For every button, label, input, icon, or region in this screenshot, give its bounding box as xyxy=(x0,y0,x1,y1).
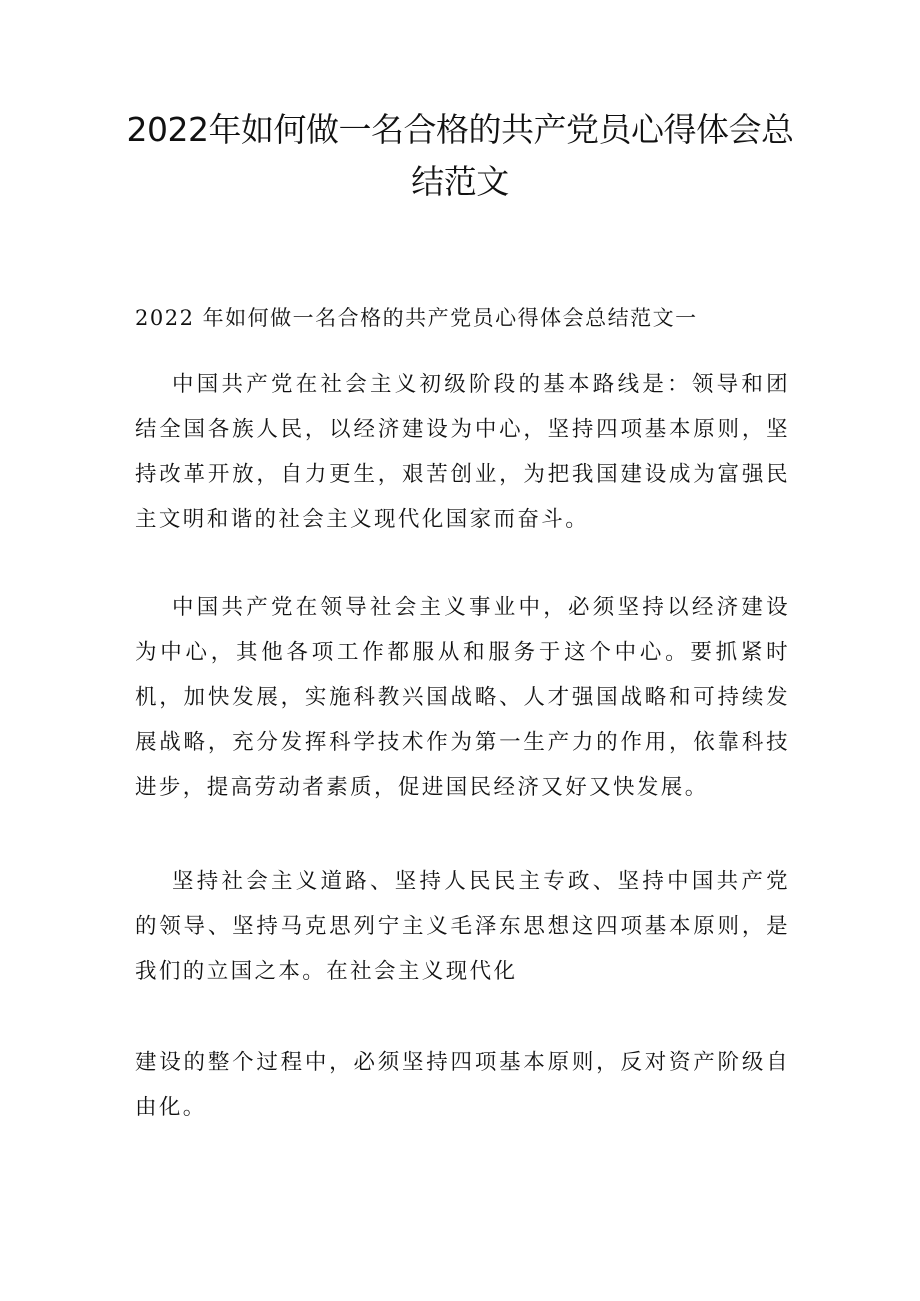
paragraph-continuation: 建设的整个过程中，必须坚持四项基本原则，反对资产阶级自由化。 xyxy=(135,1050,790,1120)
paragraph-basic-line: 中国共产党在社会主义初级阶段的基本路线是：领导和团结全国各族人民，以经济建设为中心，坚持四项基本原则，坚持改革开放，自力更生，艰苦创业，为把我国建设成为富强民主文明和谐的社会主义现代化国家而奋斗。 xyxy=(135,372,790,532)
paragraph-economic-center: 中国共产党在领导社会主义事业中，必须坚持以经济建设为中心，其他各项工作都服从和服务于这个中心。要抓紧时机，加快发展，实施科教兴国战略、人才强国战略和可持续发展战略，充分发挥科学技术作为第一生产力的作用，依靠科技进步，提高劳动者素质，促进国民经济又好又快发展。 xyxy=(135,595,790,800)
section-heading: 2022 年如何做一名合格的共产党员心得体会总结范文一 xyxy=(135,306,698,330)
document-title: 2022年如何做一名合格的共产党员心得体会总结范文 xyxy=(126,110,794,201)
paragraph-four-principles: 坚持社会主义道路、坚持人民民主专政、坚持中国共产党的领导、坚持马克思列宁主义毛泽东思想这四项基本原则，是我们的立国之本。在社会主义现代化 xyxy=(135,869,790,984)
